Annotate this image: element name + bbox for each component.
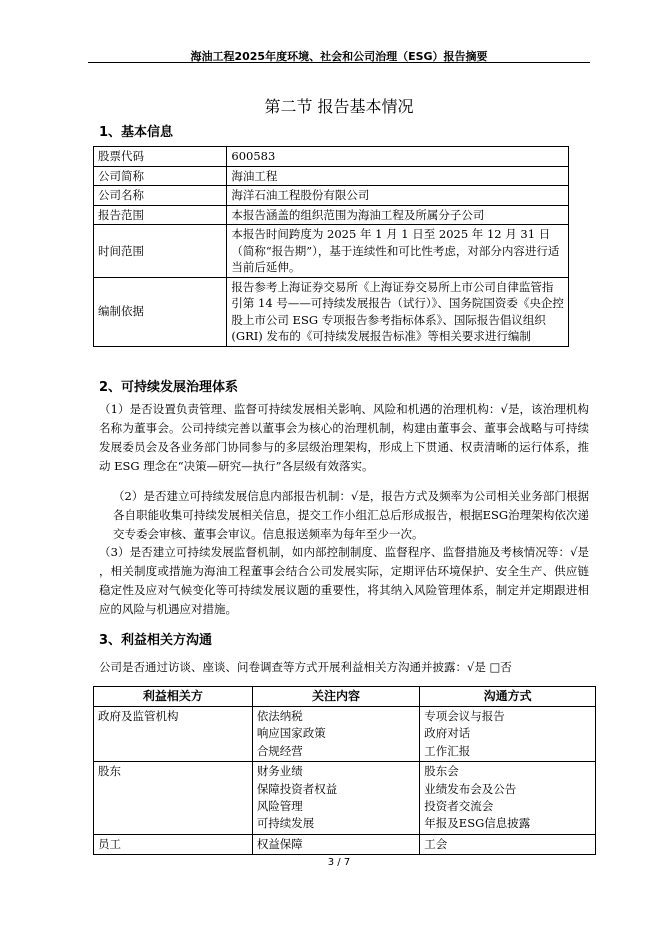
basic-info-table [93,146,569,347]
info-row [94,147,569,167]
method-item: 投资者交流会 [424,799,494,814]
stakeholder-row [94,762,596,835]
heading-stakeholders: 3、利益相关方沟通 [99,633,213,648]
stakeholder-methods [420,762,596,835]
concern-item: 响应国家政策 [256,726,326,741]
method-item: 政府对话 [424,726,471,741]
method-item: 工会 [424,836,448,851]
info-value: 600583 [227,147,569,167]
info-row [94,205,569,225]
stakeholder-concerns [252,834,419,854]
header-divider [88,62,590,63]
info-key: 公司简称 [94,166,227,186]
page-number: 3 / 7 [327,857,351,868]
heading-basic-info: 1、基本信息 [99,125,174,140]
info-value: 海油工程 [227,166,569,186]
method-item: 年报及ESG信息披露 [424,816,531,831]
method-item: 业绩发布会及公告 [424,781,517,796]
governance-p2: （2）是否建立可持续发展信息内部报告机制：√是，报告方式及频率为公司相关业务部门根据各自职能收集可持续发展相关信息，提交工作小组汇总后形成报告，根据ESG治理架构依次递交专委会审核、董事会审议。信息报送频率为每年至少一次。 [113,489,589,541]
col-header-concerns: 关注内容 [252,687,419,707]
governance-p1: （1）是否设置负责管理、监督可持续发展相关影响、风险和机遇的治理机构：√是，该治理机构名称为董事会。公司持续完善以董事会为核心的治理机制，构建由董事会、董事会战略与可持续发展委员会及各业务部门协同参与的多层级治理架构，形成上下贯通、权责清晰的运行体系，推动 ESG 理念在“决策—研究—执行”各层级有效落实。 [99,402,589,473]
concern-item: 保障投资者权益 [256,781,338,796]
concern-item: 可持续发展 [256,816,315,831]
info-key: 公司名称 [94,186,227,206]
info-value: 本报告时间跨度为 2025 年 1 月 1 日至 2025 年 12 月 31 日（简称“报告期”），基于连续性和可比性考虑，对部分内容进行适当前后延伸。 [227,225,569,278]
stakeholder-row [94,834,596,854]
stakeholder-methods [420,707,596,762]
info-row [94,225,569,278]
info-row [94,186,569,206]
concern-item: 依法纳税 [256,709,303,723]
stakeholder-intro: 公司是否通过访谈、座谈、问卷调查等方式开展利益相关方沟通并披露：√是 □否 [99,660,512,674]
concern-item: 风险管理 [256,799,303,814]
concern-item: 财务业绩 [256,764,303,779]
stakeholder-methods [420,834,596,854]
col-header-party: 利益相关方 [94,687,253,707]
heading-governance: 2、可持续发展治理体系 [99,380,239,395]
stakeholder-party: 政府及监管机构 [94,707,253,762]
concern-item: 合规经营 [256,743,303,758]
info-key: 时间范围 [94,225,227,278]
stakeholder-concerns [252,707,419,762]
section-title: 第二节 报告基本情况 [264,97,414,116]
method-item: 专项会议与报告 [424,709,505,723]
concern-item: 权益保障 [256,836,303,851]
info-key: 股票代码 [94,147,227,167]
info-value: 本报告涵盖的组织范围为海油工程及所属分子公司 [227,205,569,225]
info-row [94,166,569,186]
info-value: 海洋石油工程股份有限公司 [227,186,569,206]
stakeholder-table [93,686,596,855]
info-row [94,277,569,346]
stakeholder-row [94,707,596,762]
stakeholder-party: 股东 [94,762,253,835]
stakeholder-concerns [252,762,419,835]
col-header-methods: 沟通方式 [420,687,596,707]
method-item: 股东会 [424,764,459,779]
governance-p3: （3）是否建立可持续发展监督机制，如内部控制制度、监督程序、监督措施及考核情况等：√是 ，相关制度或措施为海油工程董事会结合公司发展实际，定期评估环境保护、安全生产、供应链稳定性及应对气候变化等可持续发展议题的重要性，将其纳入风险管理体系，制定并定期跟进相应的风险与机遇应对措施。 [99,545,589,616]
info-key: 报告范围 [94,205,227,225]
stakeholder-party: 员工 [94,834,253,854]
info-key: 编制依据 [94,277,227,346]
info-value: 报告参考上海证券交易所《上海证券交易所上市公司自律监管指引第 14 号——可持续发展报告（试行）》、国务院国资委《央企控股上市公司 ESG 专项报告参考指标体系》、国际报告倡议组织(GRI) 发布的《可持续发展报告标准》等相关要求进行编制 [227,277,569,346]
page-header: 海油工程2025年度环境、社会和公司治理（ESG）报告摘要 [190,50,488,63]
method-item: 工作汇报 [424,743,471,758]
